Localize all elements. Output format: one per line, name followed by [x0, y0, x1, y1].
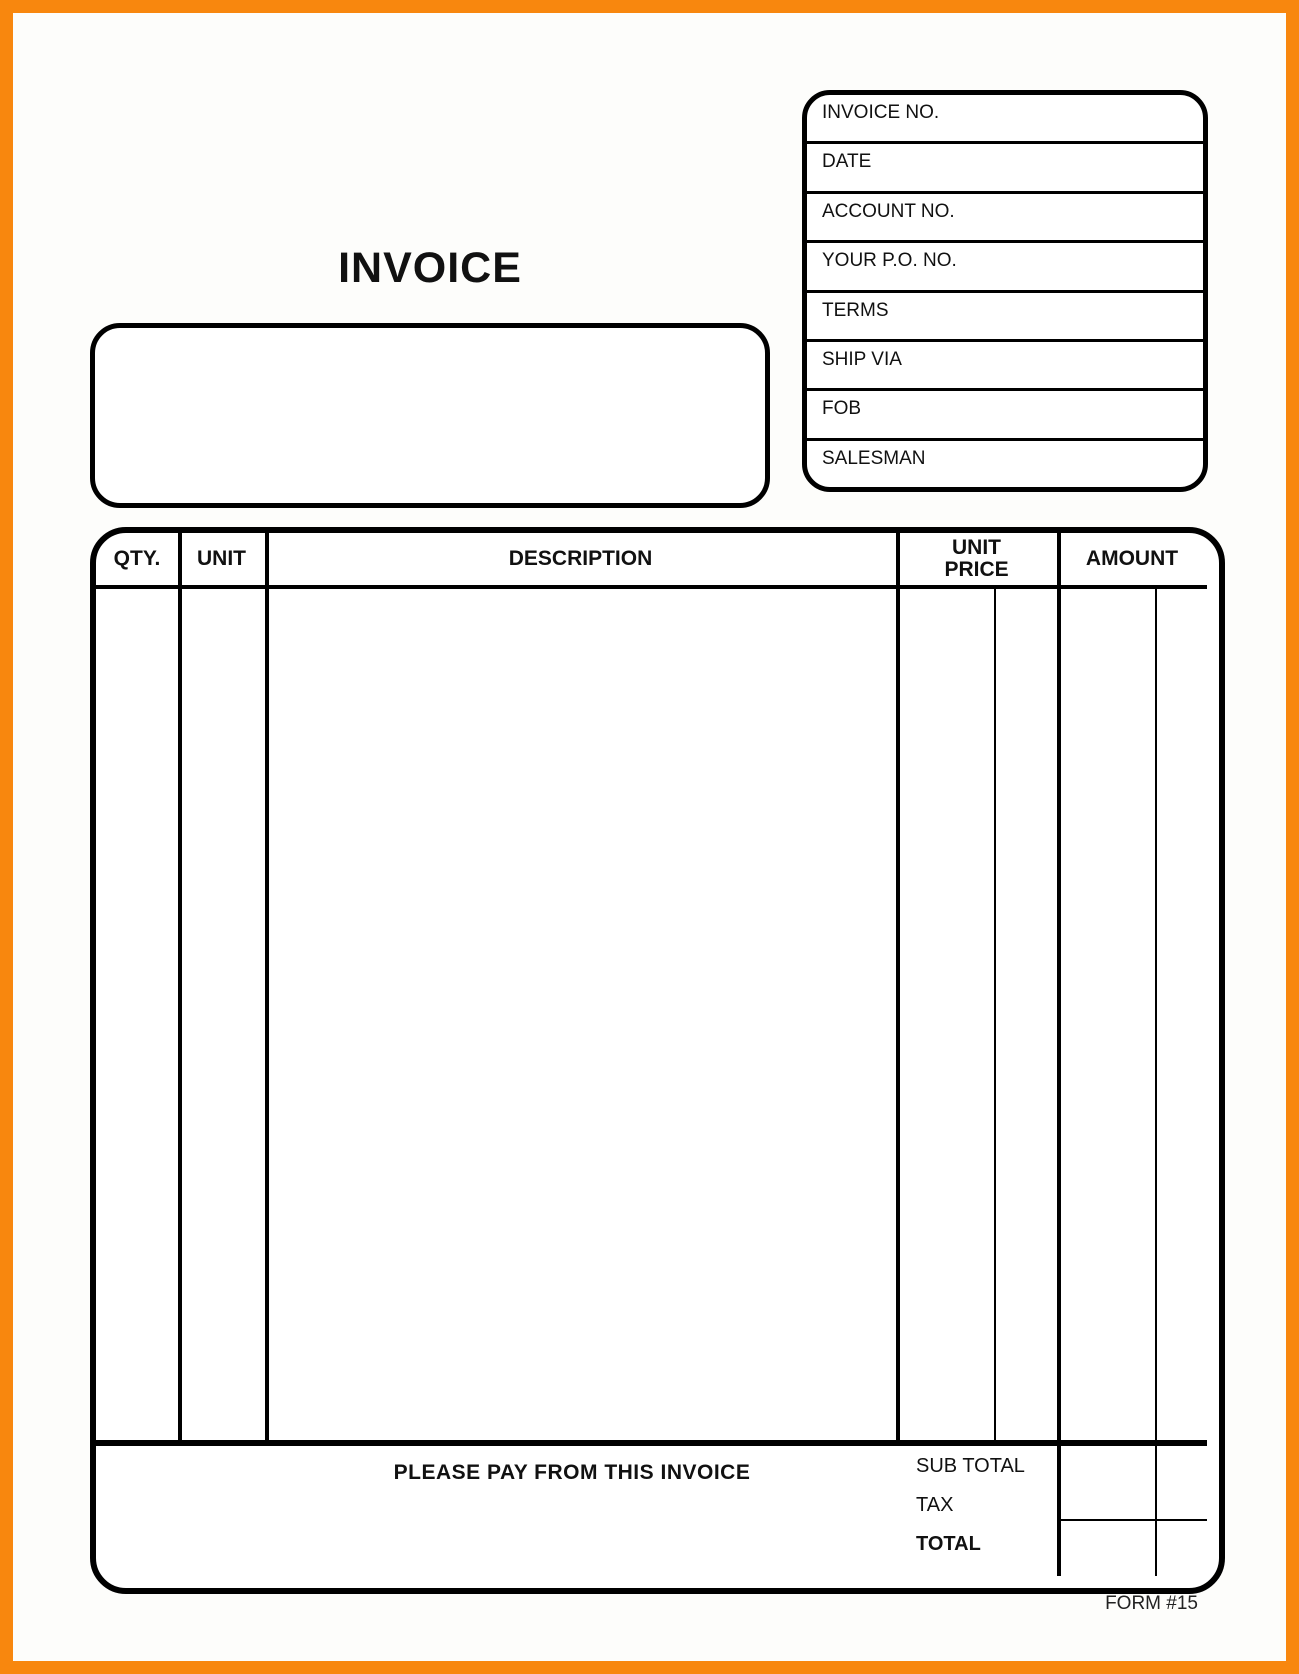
- qty-column-field[interactable]: [96, 589, 178, 1440]
- page-title: INVOICE: [338, 244, 522, 292]
- unit-column-field[interactable]: [182, 589, 265, 1440]
- info-row-your-po-no[interactable]: [807, 240, 1203, 289]
- your-po-no-label: YOUR P.O. NO.: [822, 250, 957, 272]
- account-no-label: ACCOUNT NO.: [822, 200, 955, 222]
- ship-via-label: SHIP VIA: [822, 348, 902, 370]
- sub-total-label: SUB TOTAL: [916, 1455, 1025, 1477]
- invoice-info-box: [802, 90, 1208, 492]
- unit-price-column-field[interactable]: [900, 589, 1057, 1440]
- qty-column-header: QTY.: [113, 546, 161, 570]
- sub-total-tax-amount-field[interactable]: [1061, 1446, 1207, 1519]
- description-column-field[interactable]: [269, 589, 896, 1440]
- info-row-invoice-no[interactable]: [807, 95, 1203, 141]
- amount-column-field[interactable]: [1061, 589, 1207, 1440]
- body-bottom-rule: [96, 1440, 1207, 1446]
- unit-column-header: UNIT: [197, 546, 246, 570]
- pay-message: PLEASE PAY FROM THIS INVOICE: [393, 1461, 751, 1484]
- info-row-ship-via[interactable]: [807, 339, 1203, 388]
- amount-column-header: AMOUNT: [1085, 546, 1179, 570]
- terms-label: TERMS: [822, 299, 889, 321]
- line-items-table: [90, 527, 1225, 1594]
- invoice-sheet: [13, 13, 1286, 1661]
- tax-label: TAX: [916, 1494, 954, 1516]
- info-row-terms[interactable]: [807, 290, 1203, 339]
- description-column-header: DESCRIPTION: [508, 546, 653, 570]
- info-row-fob[interactable]: [807, 388, 1203, 437]
- fob-label: FOB: [822, 398, 862, 420]
- form-number: FORM #15: [1105, 1593, 1198, 1614]
- invoice-no-label: INVOICE NO.: [822, 102, 940, 123]
- unit-price-column-header: UNIT PRICE: [944, 535, 1009, 581]
- salesman-label: SALESMAN: [822, 447, 926, 469]
- info-row-date[interactable]: [807, 141, 1203, 190]
- date-label: DATE: [822, 151, 872, 173]
- address-field[interactable]: [90, 323, 770, 508]
- total-label: TOTAL: [916, 1533, 981, 1555]
- total-amount-field[interactable]: [1061, 1521, 1207, 1576]
- info-row-account-no[interactable]: [807, 191, 1203, 240]
- info-row-salesman[interactable]: [807, 438, 1203, 487]
